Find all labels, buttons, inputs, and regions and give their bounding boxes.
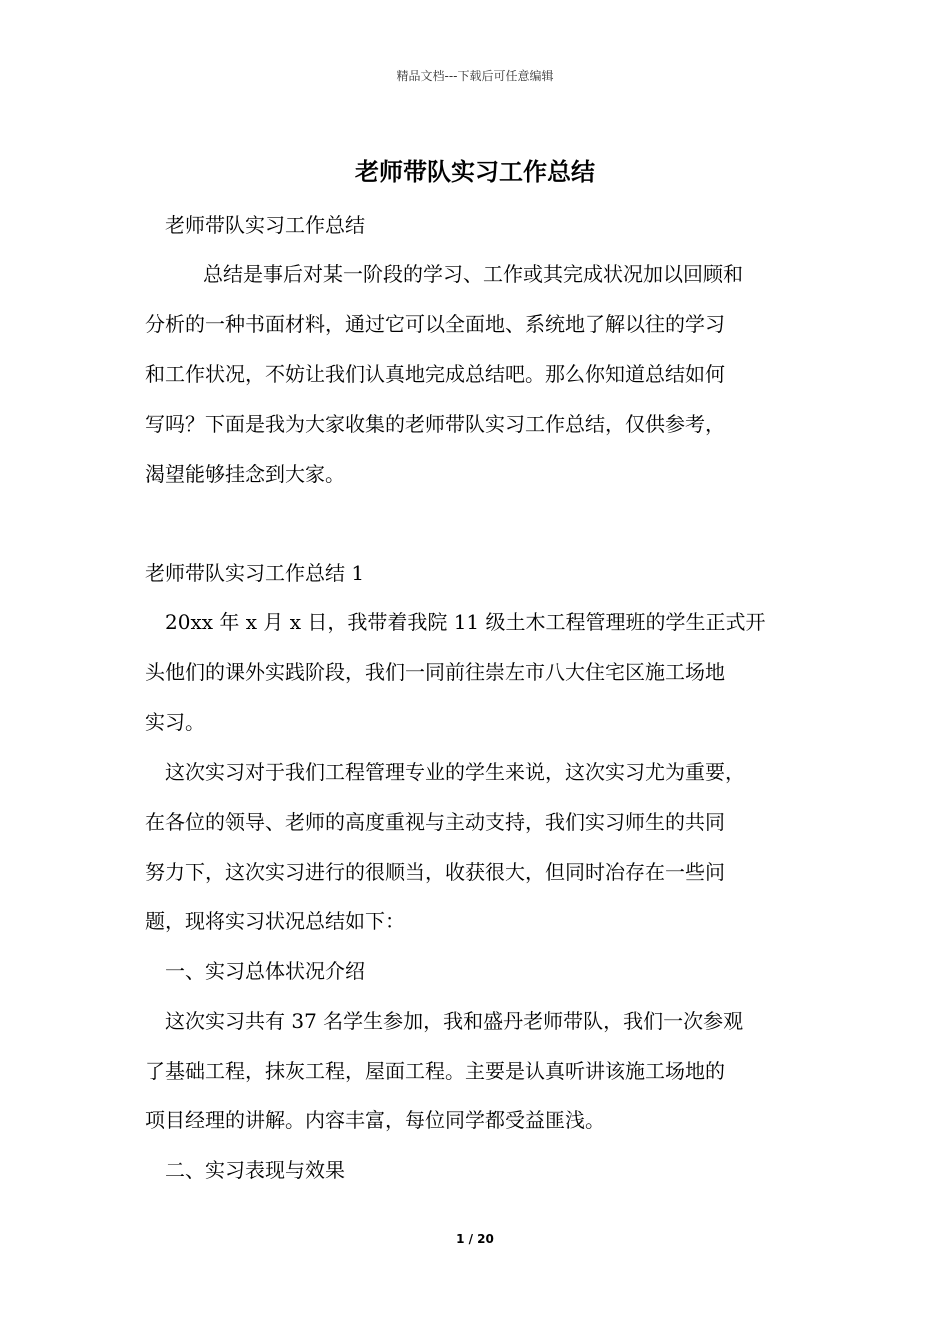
- paragraph-line: 努力下，这次实习进行的很顺当，收获很大，但同时冶存在一些问: [145, 860, 725, 884]
- paragraph-line: 总结是事后对某一阶段的学习、工作或其完成状况加以回顾和: [203, 262, 743, 286]
- paragraph-line: 写吗？下面是我为大家收集的老师带队实习工作总结，仅供参考，: [145, 412, 725, 436]
- paragraph-line: 这次实习对于我们工程管理专业的学生来说，这次实习尤为重要，: [165, 760, 745, 784]
- paragraph-line: 渴望能够挂念到大家。: [145, 462, 345, 486]
- section-heading: 老师带队实习工作总结 1: [145, 561, 365, 585]
- section-heading: 一、实习总体状况介绍: [165, 959, 365, 983]
- paragraph-line: 题，现将实习状况总结如下：: [145, 909, 405, 933]
- page-header: 精品文档---下载后可任意编辑: [396, 69, 554, 83]
- section-heading: 二、实习表现与效果: [165, 1158, 345, 1182]
- page-number: 1 / 20: [456, 1232, 494, 1246]
- paragraph-line: 分析的一种书面材料，通过它可以全面地、系统地了解以往的学习: [145, 312, 725, 336]
- paragraph-line: 了基础工程，抹灰工程，屋面工程。主要是认真听讲该施工场地的: [145, 1059, 725, 1083]
- paragraph-line: 20xx 年 x 月 x 日，我带着我院 11 级土木工程管理班的学生正式开: [165, 610, 766, 634]
- document-title: 老师带队实习工作总结: [355, 158, 595, 186]
- paragraph-line: 头他们的课外实践阶段，我们一同前往崇左市八大住宅区施工场地: [145, 660, 725, 684]
- paragraph-line: 项目经理的讲解。内容丰富，每位同学都受益匪浅。: [145, 1108, 605, 1132]
- paragraph-line: 和工作状况，不妨让我们认真地完成总结吧。那么你知道总结如何: [145, 362, 725, 386]
- paragraph-line: 实习。: [145, 710, 205, 734]
- paragraph-line: 这次实习共有 37 名学生参加，我和盛丹老师带队，我们一次参观: [165, 1009, 744, 1033]
- subtitle-line: 老师带队实习工作总结: [165, 213, 365, 237]
- paragraph-line: 在各位的领导、老师的高度重视与主动支持，我们实习师生的共同: [145, 810, 725, 834]
